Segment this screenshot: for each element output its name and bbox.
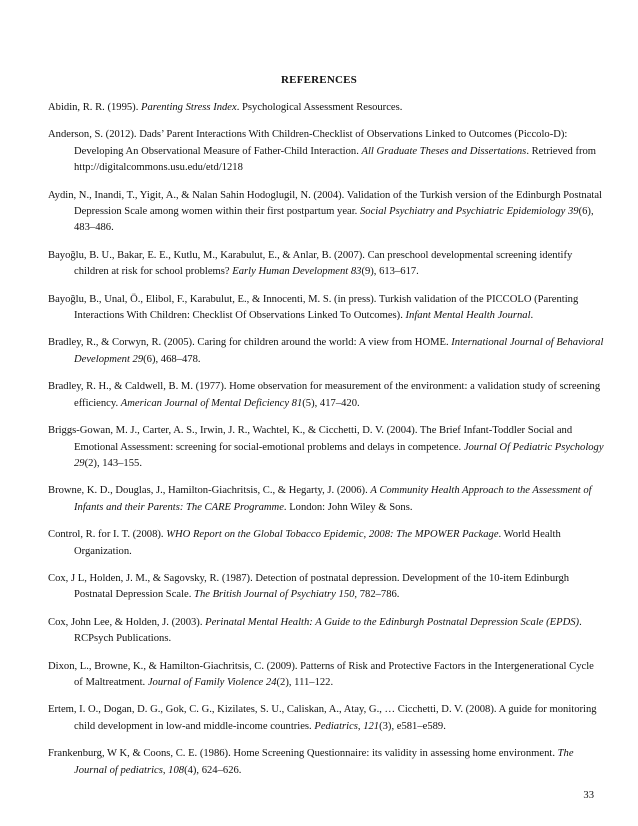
reference-text: . World Health Organization. (74, 529, 561, 557)
reference-entry (48, 127, 604, 176)
reference-list (48, 100, 604, 790)
reference-entry (48, 423, 604, 472)
reference-text: . (530, 310, 534, 322)
reference-text: Browne, K. D., Douglas, J., Hamilton-Giachritsis, C., & Hegarty, J. (2006). (48, 485, 371, 497)
reference-entry (48, 527, 604, 560)
page-title: REFERENCES (281, 74, 357, 86)
reference-entry (48, 335, 604, 368)
reference-italic-text: International Journal of Behavioral Development 29 (74, 337, 604, 365)
reference-entry (48, 379, 604, 412)
reference-entry (48, 659, 604, 692)
reference-text: (6), 468–478. (143, 353, 201, 365)
reference-text: Ertem, I. O., Dogan, D. G., Gok, C. G., Kizilates, S. U., Caliskan, A., Atay, G., … Cicchetti, D. V. (2008). A guide for monitoring child development in low-and middle-income countries. (48, 704, 597, 732)
reference-italic-text: Perinatal Mental Health: A Guide to the Edinburgh Postnatal Depression Scale (EPDS) (205, 616, 580, 628)
reference-text: , (357, 720, 364, 732)
reference-text: . Retrieved from http://digitalcommons.usu.edu/etd/1218 (74, 145, 597, 174)
reference-text: (9), 613–617. (361, 266, 419, 278)
reference-entry (48, 615, 604, 648)
reference-entry (48, 746, 604, 779)
reference-text: Bradley, R. H., & Caldwell, B. M. (1977). Home observation for measurement of the environment: a validation study of screening efficiency. (48, 381, 601, 409)
reference-entry (48, 188, 604, 237)
reference-text: Frankenburg, W K, & Coons, C. E. (1986). Home Screening Questionnaire: its validity in assessing home environment. (48, 748, 558, 760)
reference-italic-text: 121 (363, 720, 380, 732)
reference-entry (48, 571, 604, 604)
reference-text: Aydin, N., Inandi, T., Yigit, A., & Nalan Sahin Hodoglugil, N. (2004). Validation of the Turkish version of the Edinburgh Postnatal Depression Scale among women within their first postpartum year. (48, 189, 602, 218)
reference-entry (48, 100, 604, 116)
reference-text: Briggs-Gowan, M. J., Carter, A. S., Irwin, J. R., Wachtel, K., & Cicchetti, D. V. (2004). The Brief Infant-Toddler Social and Emotional Assessment: screening for social-emotional problems and delays in competence. (48, 425, 573, 453)
reference-text: (3), e581–e589. (379, 720, 446, 732)
reference-italic-text: Journal Of Pediatric Psychology 29 (74, 441, 604, 469)
reference-text: Control, R. for I. T. (2008). (48, 529, 167, 541)
reference-text: Cox, John Lee, & Holden, J. (2003). (48, 616, 206, 628)
reference-italic-text: Infant Mental Health Journal (405, 310, 531, 322)
reference-entry (48, 248, 604, 281)
reference-text: Dixon, L., Browne, K., & Hamilton-Giachritsis, C. (2009). Patterns of Risk and Protective Factors in the Intergenerational Cycle of Maltreatment. (48, 660, 594, 688)
reference-text: . Psychological Assessment Resources. (236, 102, 403, 113)
reference-text: Abidin, R. R. (1995). (48, 102, 141, 113)
reference-italic-text: American Journal of Mental Deficiency 81 (120, 397, 303, 409)
reference-text: Bayoğlu, B., Unal, Ö., Elibol, F., Karabulut, E., & Innocenti, M. S. (in press). Turkish validation of the PICCOLO (Parenting Interactions With Children: Checklist Of Observations Linked To Outcomes). (48, 293, 579, 322)
reference-entry (48, 292, 604, 325)
reference-italic-text: A Community Health Approach to the Assessment of Infants and their Parents: The CARE Programme (74, 485, 592, 513)
reference-text: (2), 111–122. (276, 676, 334, 688)
reference-text: Bradley, R., & Corwyn, R. (2005). Caring for children around the world: A view from HOME. (48, 337, 452, 349)
reference-entry (48, 702, 604, 735)
reference-text: (5), 417–420. (302, 397, 360, 409)
reference-italic-text: The Journal of pediatrics (74, 748, 574, 776)
reference-italic-text: Social Psychiatry and Psychiatric Epidemiology 39 (359, 206, 579, 218)
reference-italic-text: Parenting Stress Index (141, 102, 237, 113)
reference-text: . London: John Wiley & Sons. (283, 501, 413, 513)
reference-text: , (162, 764, 169, 776)
reference-text: . RCPsych Publications. (74, 616, 582, 645)
reference-text: (6), 483–486. (74, 206, 594, 234)
reference-text: Cox, J L, Holden, J. M., & Sagovsky, R. (1987). Detection of postnatal depression. Development of the 10-item Edinburgh Postnatal Depression Scale. (48, 572, 570, 601)
reference-entry (48, 483, 604, 516)
reference-italic-text: All Graduate Theses and Dissertations (361, 145, 527, 157)
reference-text: Bayoğlu, B. U., Bakar, E. E., Kutlu, M., Karabulut, E., & Anlar, B. (2007). Can preschool developmental screening identify children at risk for school problems? (48, 249, 573, 278)
page-number: 33 (583, 790, 594, 801)
reference-italic-text: Early Human Development 83 (232, 266, 362, 278)
reference-italic-text: 108 (168, 764, 185, 776)
reference-text: (2), 143–155. (84, 457, 142, 469)
reference-italic-text: The British Journal of Psychiatry 150 (194, 589, 355, 601)
reference-italic-text: Journal of Family Violence 24 (147, 676, 277, 688)
reference-text: , 782–786. (354, 589, 400, 601)
reference-italic-text: WHO Report on the Global Tobacco Epidemic, 2008: The MPOWER Package (166, 529, 499, 541)
reference-text: Anderson, S. (2012). Dads’ Parent Interactions With Children-Checklist of Observations Linked to Outcomes (Piccolo-D): Developing An Observational Measure of Father-Child Interaction. (48, 129, 568, 157)
reference-text: (4), 624–626. (184, 764, 242, 776)
reference-italic-text: Pediatrics (314, 720, 358, 732)
